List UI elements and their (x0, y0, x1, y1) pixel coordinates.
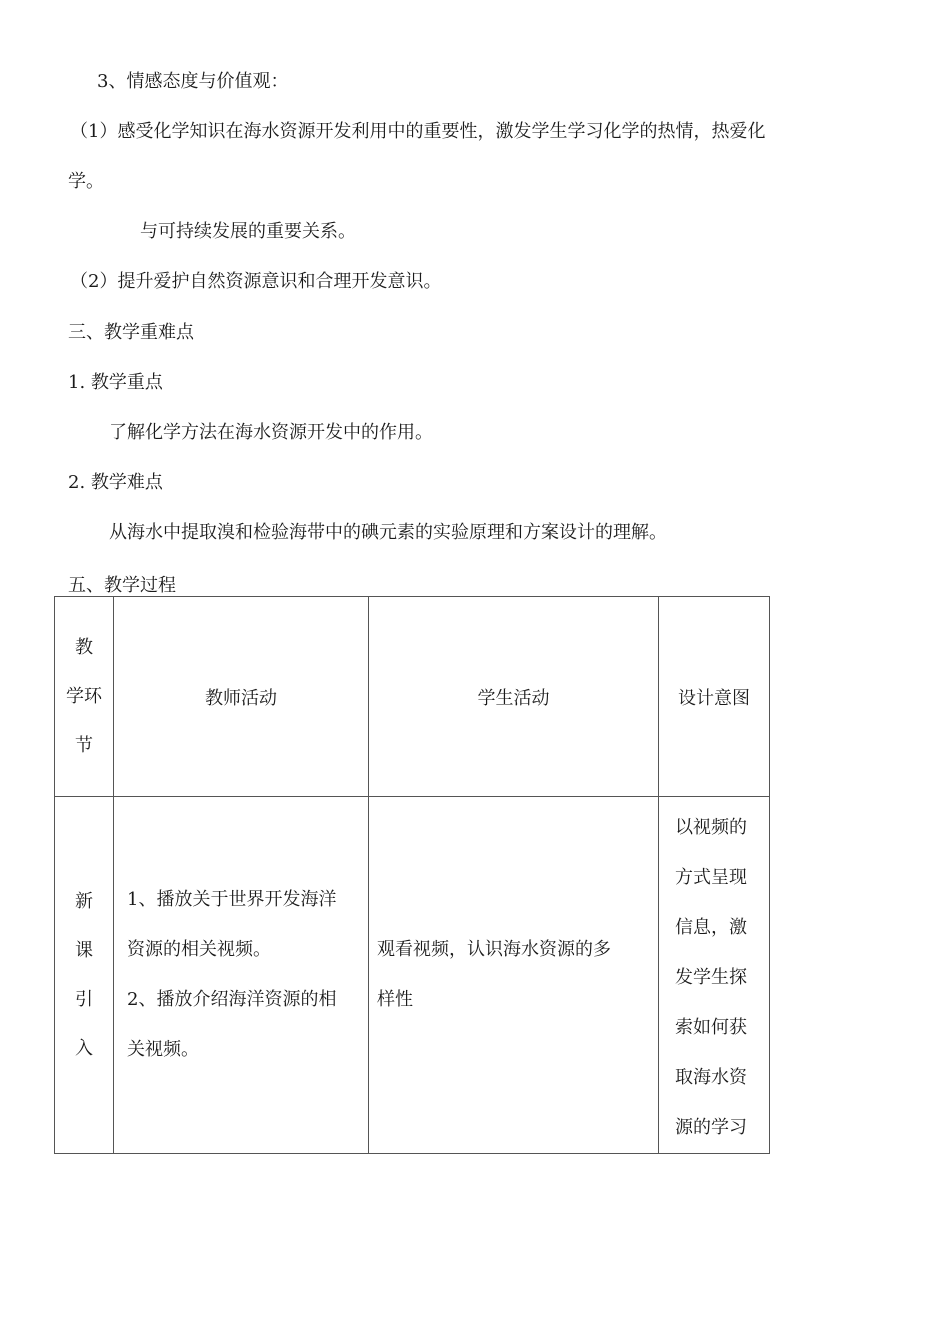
header-stage: 教 学环 节 (55, 597, 114, 797)
attitude-item-1-continued: 学。 (68, 171, 104, 192)
attitude-item-fragment: 与可持续发展的重要关系。 (140, 221, 356, 242)
row-design-intent: 以视频的 方式呈现 信息，激 发学生探 索如何获 取海水资 源的学习 (659, 797, 770, 1154)
header-design-intent: 设计意图 (659, 597, 770, 797)
attitude-heading: 3、情感态度与价值观： (97, 71, 289, 92)
attitude-item-1: （1）感受化学知识在海水资源开发利用中的重要性，激发学生学习化学的热情，热爱化 (70, 121, 766, 142)
focus-text: 了解化学方法在海水资源开发中的作用。 (109, 422, 433, 443)
section-heading-key-points: 三、教学重难点 (68, 322, 194, 343)
header-student-activity: 学生活动 (369, 597, 659, 797)
row-teacher-activity: 1、播放关于世界开发海洋 资源的相关视频。 2、播放介绍海洋资源的相 关视频。 (114, 797, 369, 1154)
difficulty-text: 从海水中提取溴和检验海带中的碘元素的实验原理和方案设计的理解。 (109, 522, 667, 543)
table-row (55, 797, 770, 1154)
header-teacher-activity: 教师活动 (114, 597, 369, 797)
row-student-activity: 观看视频，认识海水资源的多 样性 (369, 797, 659, 1154)
difficulty-heading: 2. 教学难点 (68, 472, 163, 493)
focus-heading: 1. 教学重点 (68, 372, 163, 393)
attitude-item-2: （2）提升爱护自然资源意识和合理开发意识。 (70, 271, 442, 292)
teaching-process-table (54, 596, 770, 1154)
table-header-row (55, 597, 770, 797)
section-heading-process: 五、教学过程 (68, 575, 176, 596)
row-stage: 新 课 引 入 (55, 797, 114, 1154)
